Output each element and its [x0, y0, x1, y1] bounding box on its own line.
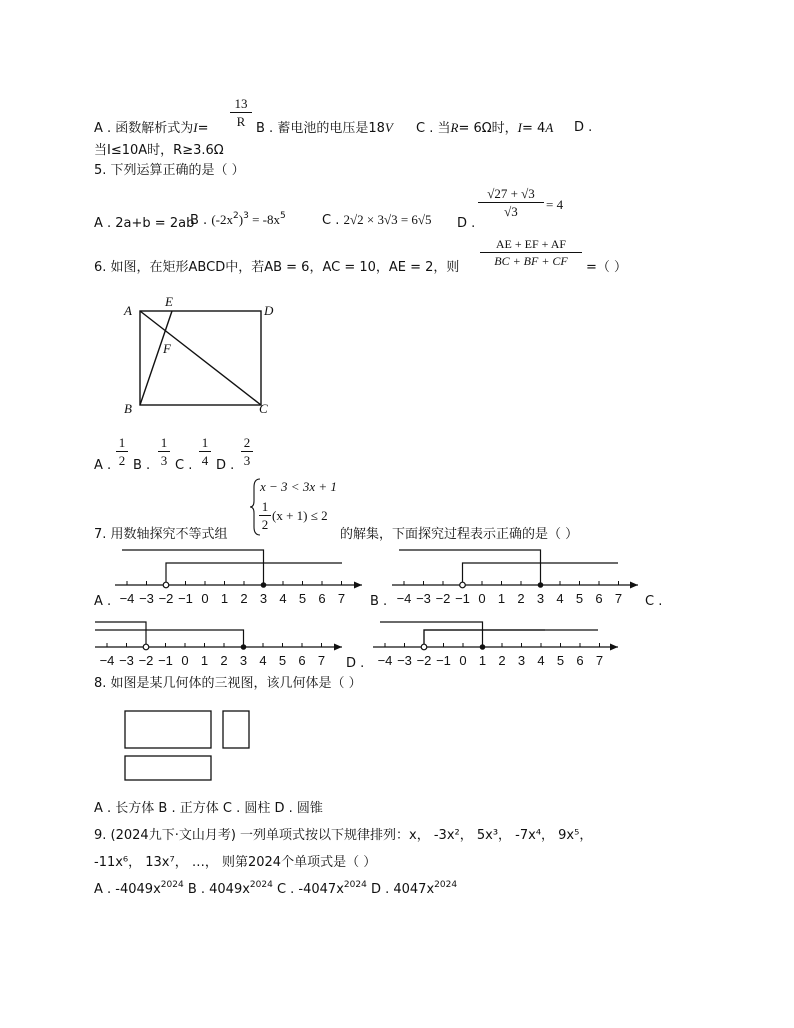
tick-label: −3 — [119, 653, 134, 668]
tick-label: −1 — [178, 591, 193, 606]
tick-label: 1 — [497, 591, 506, 606]
q6-option-b-frac: 1 3 — [158, 436, 170, 467]
q7-option-c-label: C . — [645, 594, 663, 609]
q4-option-a: A . 函数解析式为 — [94, 121, 194, 136]
label-f: F — [163, 341, 171, 356]
q9-option-c: C . -4047x — [276, 882, 344, 897]
tick-label: −1 — [455, 591, 470, 606]
tick-label: 5 — [278, 653, 287, 668]
tick-label: −3 — [397, 653, 412, 668]
tick-label: 2 — [498, 653, 506, 668]
tick-label: 2 — [240, 591, 248, 606]
tick-label: −4 — [99, 653, 115, 668]
label-c: C — [259, 401, 268, 416]
q9-option-d: D . 4047x — [370, 882, 435, 897]
tick-label: 6 — [318, 591, 326, 606]
front-view — [125, 711, 211, 748]
q7-stem-pre: 7. 用数轴探究不等式组 — [94, 527, 228, 542]
q9-line1: 9. (2024九下·文山月考) 一列单项式按以下规律排列：x， -3x²， 5x³， -7x⁴， 9x⁵， — [94, 828, 593, 843]
q7-stem-post: 的解集，下面探究过程表示正确的是（ ） — [340, 527, 579, 542]
q6-tail: =（ ） — [586, 260, 628, 275]
tick-label: −3 — [416, 591, 431, 606]
tick-label: −2 — [138, 653, 154, 668]
q8-options: A . 长方体 B . 正方体 C . 圆柱 D . 圆锥 — [94, 801, 323, 816]
tick-label: 5 — [298, 591, 307, 606]
q4-option-line: A . 函数解析式为I= — [94, 120, 209, 136]
tick-label: −3 — [139, 591, 154, 606]
tick-label: −2 — [435, 591, 451, 606]
q4-option-d: 当I≤10A时，R≥3.6Ω — [94, 143, 224, 158]
tick-label: 4 — [279, 591, 287, 606]
label-b: B — [124, 401, 132, 416]
tick-label: 0 — [478, 591, 486, 606]
q5-stem: 5. 下列运算正确的是（ ） — [94, 163, 245, 178]
tick-label: −4 — [377, 653, 393, 668]
tick-label: 1 — [200, 653, 209, 668]
q6-option-c-frac: 1 4 — [199, 436, 211, 467]
q7-system-frac: 1 2 — [259, 500, 271, 531]
q4-option-c: C . 当R= 6Ω时，I= 4A — [416, 120, 554, 136]
tick-label: 3 — [259, 591, 268, 606]
q5-d-equals: = 4 — [546, 197, 564, 212]
q6-option-c-label: C . — [175, 458, 193, 473]
q6-option-b-label: B . — [133, 458, 151, 473]
tick-label: 3 — [536, 591, 545, 606]
tick-label: 7 — [337, 591, 346, 606]
q5-d-fraction: √27 + √3 √3 — [478, 187, 544, 218]
tick-label: 6 — [298, 653, 306, 668]
q4-frac-den: R — [236, 114, 246, 129]
tick-label: 1 — [220, 591, 229, 606]
tick-label: 7 — [317, 653, 326, 668]
q7-system-line2: (x + 1) ≤ 2 — [272, 508, 328, 523]
tick-label: −1 — [436, 653, 451, 668]
tick-label: 0 — [201, 591, 209, 606]
tick-label: 0 — [181, 653, 189, 668]
label-e: E — [165, 294, 173, 309]
tick-label: −2 — [158, 591, 174, 606]
q4-option-d-label: D . — [574, 120, 593, 135]
q9-line2: -11x⁶， 13x⁷， …， 则第2024个单项式是（ ） — [94, 855, 377, 870]
q4-option-b: B . 蓄电池的电压是18V — [256, 120, 393, 136]
q7-system-line1: x − 3 < 3x + 1 — [260, 479, 337, 494]
tick-label: 1 — [478, 653, 487, 668]
q4-frac-num: 13 — [234, 96, 248, 111]
q5-option-a: A . 2a+b = 2ab — [94, 216, 195, 231]
q9-option-b: B . 4049x — [187, 882, 250, 897]
q6-fraction: AE + EF + AF BC + BF + CF — [480, 238, 582, 267]
tick-label: 2 — [220, 653, 228, 668]
q7-option-d-label: D . — [346, 656, 365, 671]
q9-options: A . $-4049x^{2024}$ B . $4049x^{2024}$ C . $-4047x^{2024}$ D . $4047x^{2024}$ — [94, 880, 458, 897]
q8-stem: 8. 如图是某几何体的三视图，该几何体是（ ） — [94, 676, 362, 691]
tick-label: −1 — [158, 653, 173, 668]
q5-option-d-label: D . — [457, 216, 476, 231]
tick-label: 7 — [614, 591, 623, 606]
q6-option-d-label: D . — [216, 458, 235, 473]
top-view — [125, 756, 211, 780]
tick-label: 4 — [556, 591, 564, 606]
tick-label: −4 — [396, 591, 412, 606]
q9-option-a: A . -4049x — [94, 882, 161, 897]
tick-label: −2 — [416, 653, 432, 668]
label-a: A — [124, 303, 132, 318]
q6-stem: 6. 如图，在矩形ABCD中，若AB = 6，AC = 10，AE = 2，则 — [94, 260, 460, 275]
q7-option-a-label: A . — [94, 594, 112, 609]
tick-label: 3 — [517, 653, 526, 668]
q6-option-a-frac: 1 2 — [116, 436, 128, 467]
tick-label: 4 — [537, 653, 545, 668]
tick-label: 5 — [556, 653, 565, 668]
tick-label: 6 — [576, 653, 584, 668]
tick-label: 3 — [239, 653, 248, 668]
tick-label: 2 — [517, 591, 525, 606]
tick-label: 7 — [595, 653, 604, 668]
side-view — [223, 711, 249, 748]
tick-label: 4 — [259, 653, 267, 668]
q7-option-b-label: B . — [370, 594, 388, 609]
q6-option-d-frac: 2 3 — [241, 436, 253, 467]
tick-label: −4 — [119, 591, 135, 606]
tick-label: 0 — [459, 653, 467, 668]
q5-option-b: B . $(-2x^2)^3 = -8x^5$ — [190, 211, 286, 228]
tick-label: 6 — [595, 591, 603, 606]
tick-label: 5 — [575, 591, 584, 606]
q6-option-a-label: A . — [94, 458, 112, 473]
q5-option-c: C . 2√2 × 3√3 = 6√5 — [322, 212, 432, 228]
label-d: D — [264, 303, 274, 318]
